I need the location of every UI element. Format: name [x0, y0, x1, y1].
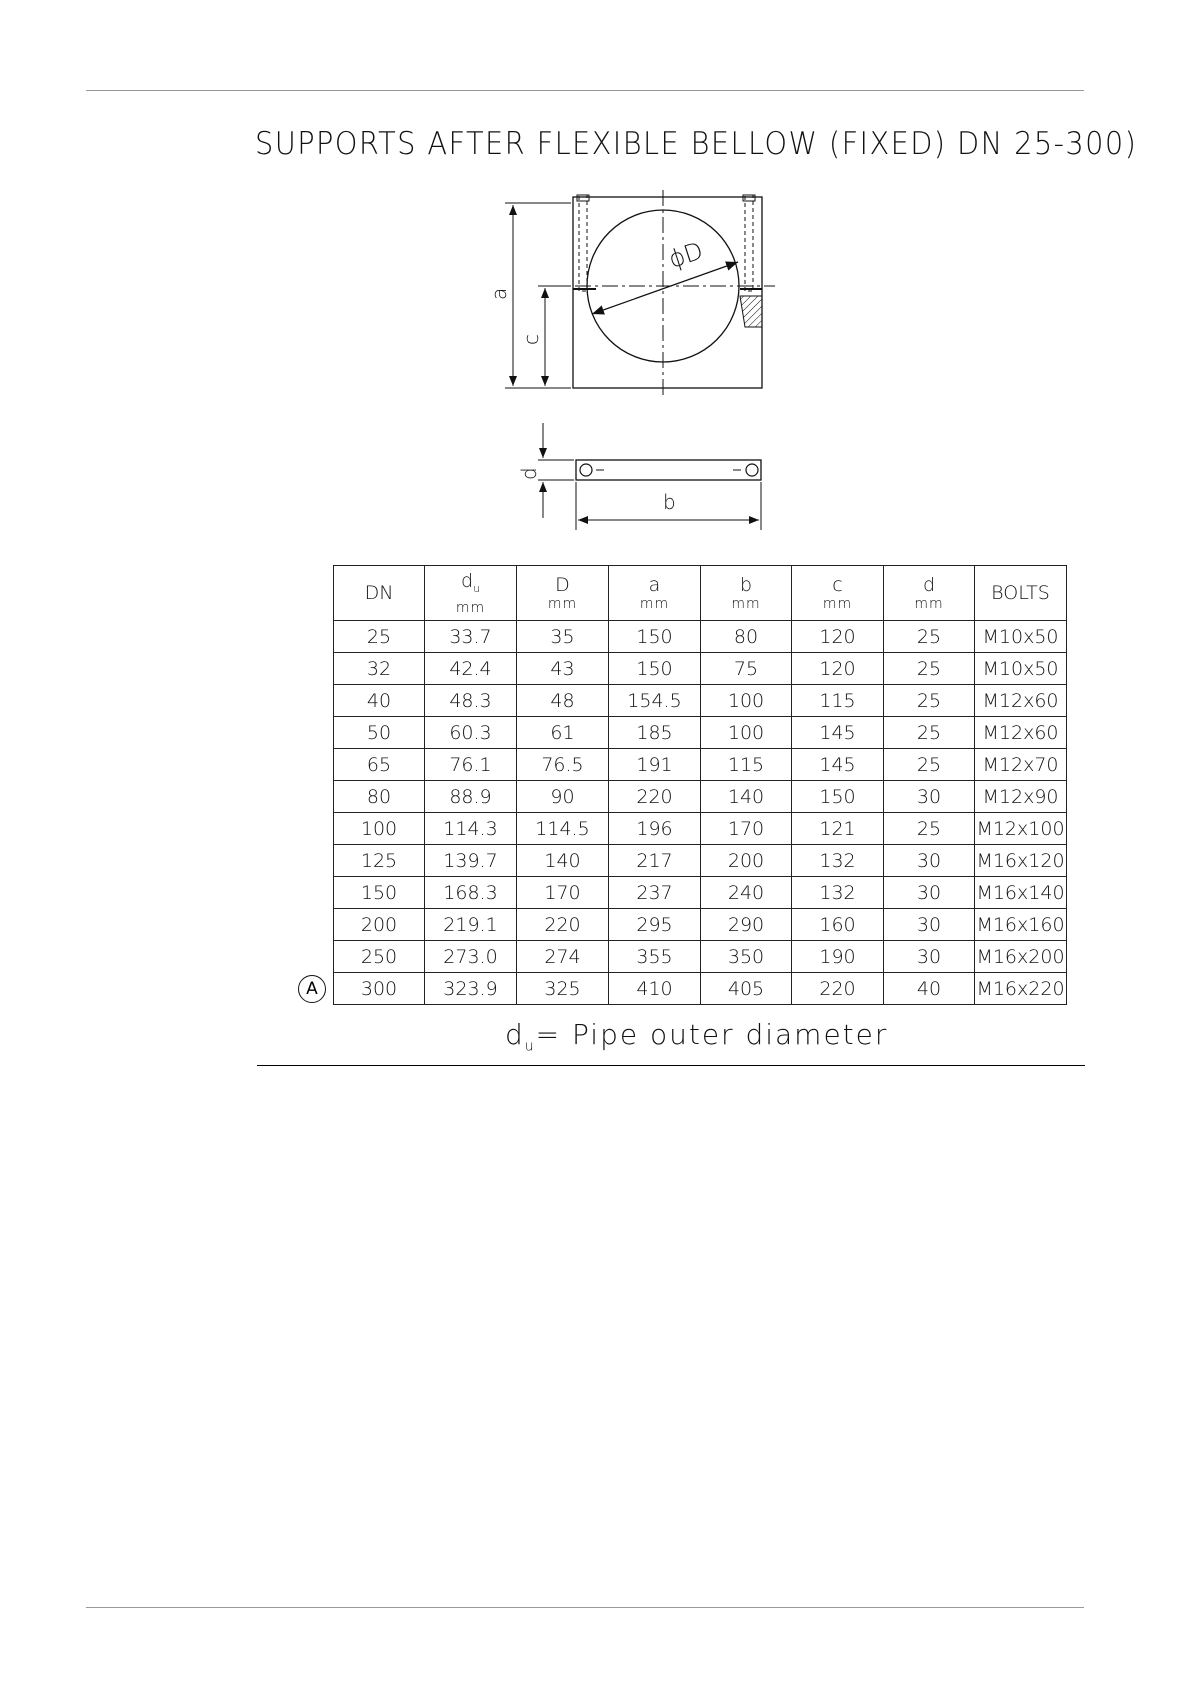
table-row — [334, 717, 1067, 749]
table-cell: 410 — [609, 973, 701, 1005]
table-cell: 139.7 — [425, 845, 517, 877]
table-cell: M12x100 — [975, 813, 1067, 845]
table-cell: M10x50 — [975, 653, 1067, 685]
table-cell: 25 — [334, 621, 425, 653]
table-cell: 355 — [609, 941, 701, 973]
table-row — [334, 749, 1067, 781]
footer-rule — [86, 1607, 1084, 1608]
table-cell: 200 — [701, 845, 792, 877]
table-cell: 150 — [334, 877, 425, 909]
table-cell: 48.3 — [425, 685, 517, 717]
table-cell: M10x50 — [975, 621, 1067, 653]
table-cell: M12x90 — [975, 781, 1067, 813]
table-cell: 100 — [701, 717, 792, 749]
table-cell: 168.3 — [425, 877, 517, 909]
dim-label-a: a — [487, 287, 511, 300]
table-cell: 35 — [517, 621, 609, 653]
table-cell: 240 — [701, 877, 792, 909]
dimensions-table — [333, 565, 1067, 1005]
table-cell: M16x160 — [975, 909, 1067, 941]
table-cell: M12x70 — [975, 749, 1067, 781]
table-cell: 350 — [701, 941, 792, 973]
table-cell: 145 — [792, 749, 884, 781]
table-row — [334, 909, 1067, 941]
table-cell: 25 — [884, 749, 975, 781]
plate-front-view — [573, 197, 762, 388]
table-cell: 80 — [701, 621, 792, 653]
table-cell: 150 — [609, 621, 701, 653]
header-d-outer: D mm — [517, 566, 609, 621]
table-cell: 30 — [884, 877, 975, 909]
header-c: c mm — [792, 566, 884, 621]
table-cell: 76.5 — [517, 749, 609, 781]
table-cell: 120 — [792, 653, 884, 685]
table-cell: 75 — [701, 653, 792, 685]
table-cell: 140 — [517, 845, 609, 877]
table-cell: 88.9 — [425, 781, 517, 813]
table-cell: 250 — [334, 941, 425, 973]
table-cell: 115 — [701, 749, 792, 781]
table-cell: 220 — [609, 781, 701, 813]
table-cell: M12x60 — [975, 717, 1067, 749]
table-cell: 150 — [792, 781, 884, 813]
table-cell: 132 — [792, 877, 884, 909]
table-cell: 325 — [517, 973, 609, 1005]
table-cell: 191 — [609, 749, 701, 781]
table-row — [334, 685, 1067, 717]
table-cell: 150 — [609, 653, 701, 685]
table-cell: 140 — [701, 781, 792, 813]
support-drawing — [0, 0, 1191, 560]
table-cell: 154.5 — [609, 685, 701, 717]
table-cell: 40 — [334, 685, 425, 717]
table-cell: 237 — [609, 877, 701, 909]
dim-label-diameter: ϕD — [665, 236, 707, 274]
page-title: SUPPORTS AFTER FLEXIBLE BELLOW (FIXED) DN 25-300) — [255, 126, 1138, 162]
table-cell: 170 — [701, 813, 792, 845]
table-cell: 170 — [517, 877, 609, 909]
table-cell: 60.3 — [425, 717, 517, 749]
table-cell: 125 — [334, 845, 425, 877]
table-cell: 217 — [609, 845, 701, 877]
table-cell: 114.5 — [517, 813, 609, 845]
table-row — [334, 653, 1067, 685]
table-cell: 43 — [517, 653, 609, 685]
table-cell: M16x200 — [975, 941, 1067, 973]
table-row — [334, 621, 1067, 653]
table-cell: 65 — [334, 749, 425, 781]
table-cell: 219.1 — [425, 909, 517, 941]
table-row — [334, 845, 1067, 877]
table-row — [334, 781, 1067, 813]
table-cell: 220 — [517, 909, 609, 941]
table-cell: 30 — [884, 845, 975, 877]
header-bolts: BOLTS — [975, 566, 1067, 621]
row-marker-a: A — [298, 975, 326, 1003]
section-rule — [257, 1065, 1085, 1066]
table-row — [334, 877, 1067, 909]
table-cell: 25 — [884, 685, 975, 717]
table-cell: 100 — [701, 685, 792, 717]
table-cell: 50 — [334, 717, 425, 749]
table-cell: 25 — [884, 653, 975, 685]
table-cell: 80 — [334, 781, 425, 813]
table-cell: 114.3 — [425, 813, 517, 845]
table-cell: 33.7 — [425, 621, 517, 653]
table-cell: 190 — [792, 941, 884, 973]
table-cell: 90 — [517, 781, 609, 813]
dim-label-c: c — [519, 334, 543, 345]
table-cell: M16x140 — [975, 877, 1067, 909]
header-dn: DN — [334, 566, 425, 621]
table-cell: 115 — [792, 685, 884, 717]
dim-label-b: b — [663, 490, 676, 514]
footnote: $d_u=$ Pipe outer diameter — [505, 1018, 889, 1055]
table-cell: 48 — [517, 685, 609, 717]
table-cell: 295 — [609, 909, 701, 941]
table-row — [334, 973, 1067, 1005]
table-cell: 405 — [701, 973, 792, 1005]
table-cell: 32 — [334, 653, 425, 685]
table-cell: 160 — [792, 909, 884, 941]
table-cell: 25 — [884, 717, 975, 749]
table-cell: 30 — [884, 909, 975, 941]
table-cell: 42.4 — [425, 653, 517, 685]
table-cell: 300 — [334, 973, 425, 1005]
table-cell: 220 — [792, 973, 884, 1005]
table-cell: 61 — [517, 717, 609, 749]
table-row — [334, 813, 1067, 845]
table-cell: 100 — [334, 813, 425, 845]
dim-label-d: d — [517, 467, 541, 480]
table-cell: 76.1 — [425, 749, 517, 781]
header-a: a mm — [609, 566, 701, 621]
table-cell: 196 — [609, 813, 701, 845]
table-cell: 145 — [792, 717, 884, 749]
table-row — [334, 941, 1067, 973]
table-cell: 40 — [884, 973, 975, 1005]
table-cell: 25 — [884, 813, 975, 845]
table-cell: M12x60 — [975, 685, 1067, 717]
table-cell: 200 — [334, 909, 425, 941]
table-header-row — [334, 566, 1067, 621]
table-cell: 132 — [792, 845, 884, 877]
table-cell: 274 — [517, 941, 609, 973]
table-cell: 30 — [884, 781, 975, 813]
table-cell: M16x220 — [975, 973, 1067, 1005]
table-cell: 25 — [884, 621, 975, 653]
table-cell: 290 — [701, 909, 792, 941]
header-b: b mm — [701, 566, 792, 621]
table-cell: 121 — [792, 813, 884, 845]
header-du: $d_u$ mm — [425, 566, 517, 621]
table-cell: 273.0 — [425, 941, 517, 973]
table-cell: 323.9 — [425, 973, 517, 1005]
table-cell: 120 — [792, 621, 884, 653]
header-d: d mm — [884, 566, 975, 621]
table-cell: 30 — [884, 941, 975, 973]
table-cell: M16x120 — [975, 845, 1067, 877]
table-cell: 185 — [609, 717, 701, 749]
